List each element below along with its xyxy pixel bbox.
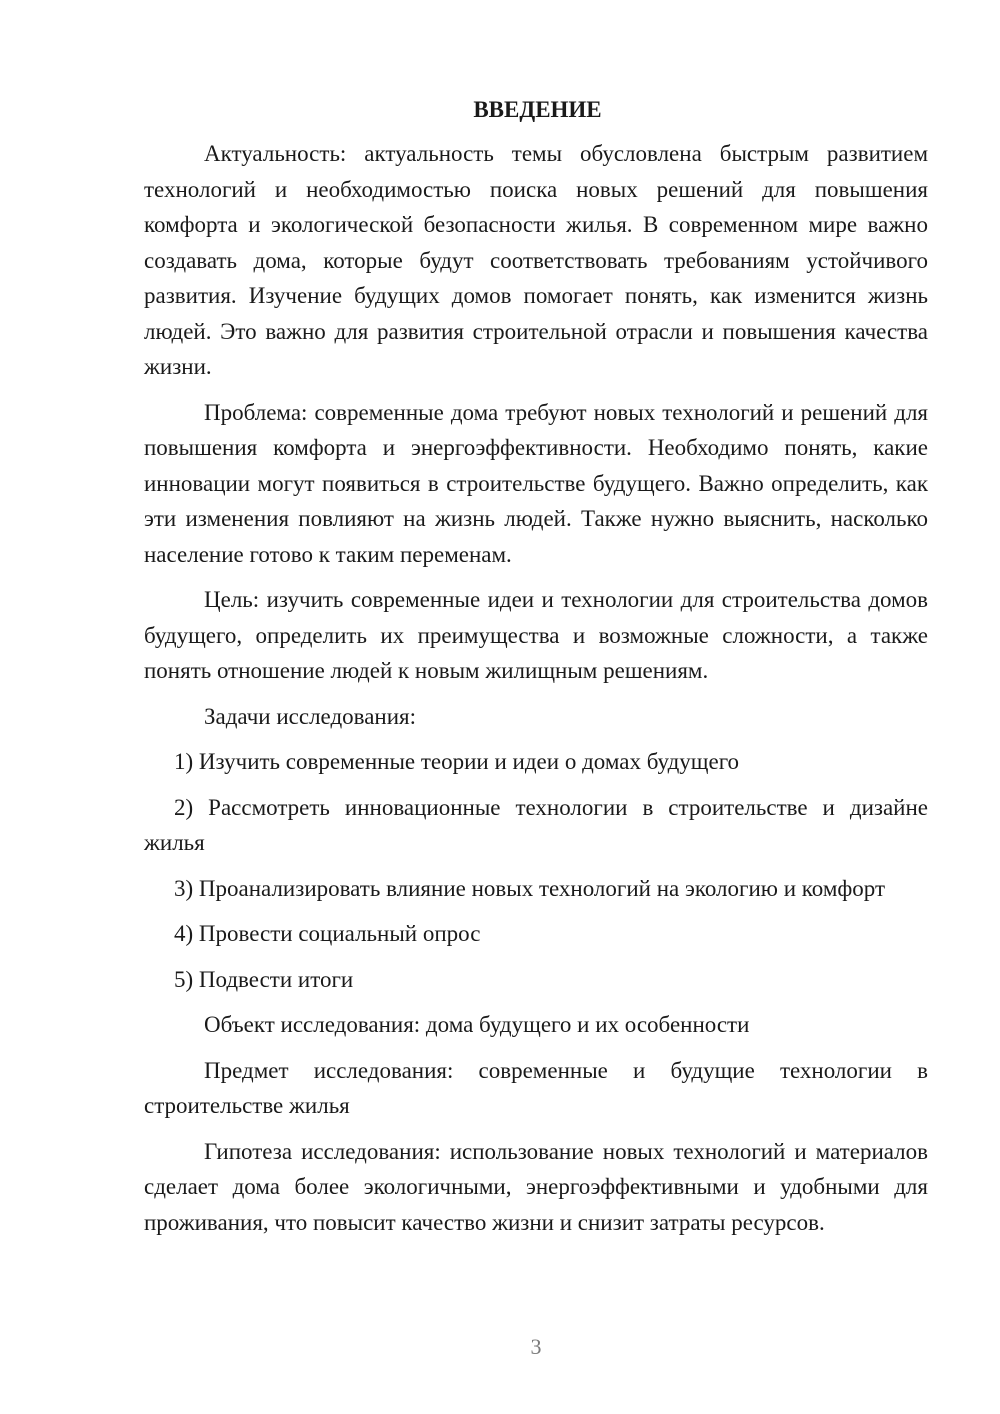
task-item: 1) Изучить современные теории и идеи о домах будущего <box>174 749 740 774</box>
page-number: 3 <box>530 1334 542 1359</box>
task-item: 3) Проанализировать влияние новых технологий на экологию и комфорт <box>174 875 886 901</box>
task-item: 4) Провести социальный опрос <box>174 921 481 946</box>
page-body <box>144 92 928 1250</box>
section-heading: ВВЕДЕНИЕ <box>473 97 602 122</box>
subject-paragraph: Предмет исследования: современные и будущие технологии в строительстве жилья <box>144 1057 928 1118</box>
task-item: 2) Рассмотреть инновационные технологии в строительстве и дизайне жилья <box>144 794 928 855</box>
object-paragraph: Объект исследования: дома будущего и их особенности <box>204 1012 750 1037</box>
goal-paragraph: Цель: изучить современные идеи и технологии для строительства домов будущего, определить их преимущества и возможные сложности, а также понять отношение людей к новым жилищным решениям. <box>144 587 928 683</box>
tasks-title: Задачи исследования: <box>204 703 417 729</box>
hypothesis-paragraph: Гипотеза исследования: использование новых технологий и материалов сделает дома более экологичными, энергоэффективными и удобными для проживания, что повысит качество жизни и снизит затраты ресурсов. <box>144 1138 928 1235</box>
relevance-paragraph: Актуальность: актуальность темы обусловлена быстрым развитием технологий и необходимостью поиска новых решений для повышения комфорта и экологической безопасности жилья. В современном мире важно создавать дома, которые будут соответствовать требованиям устойчивого развития. Изучение будущих домов помогает понять, как изменится жизнь людей. Это важно для развития строительной отрасли и повышения качества жизни. <box>144 141 928 379</box>
task-item: 5) Подвести итоги <box>174 966 354 992</box>
problem-paragraph: Проблема: современные дома требуют новых технологий и решений для повышения комфорта и энергоэффективности. Необходимо понять, какие инновации могут появиться в строительстве будущего. Важно определить, как эти изменения повлияют на жизнь людей. Также нужно выяснить, насколько население готово к таким переменам. <box>144 399 928 567</box>
